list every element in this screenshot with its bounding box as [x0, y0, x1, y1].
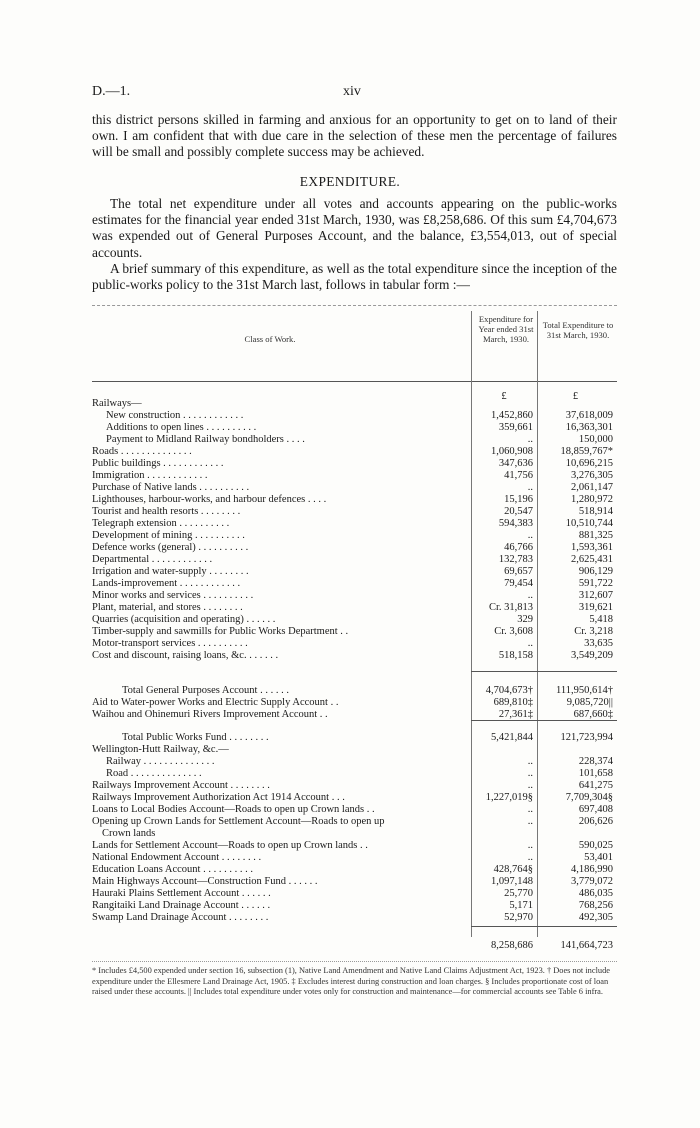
- row-label: Road . . . . . . . . . . . . . .: [106, 768, 202, 779]
- row-value-year: ..: [527, 852, 533, 863]
- table-row: [92, 638, 617, 650]
- column-header-total: Total Expenditure to 31st March, 1930.: [542, 320, 614, 340]
- row-value-total: 1,280,972: [571, 494, 613, 505]
- row-label: Lands for Settlement Account—Roads to open up Crown lands . .: [92, 840, 368, 851]
- table-row: [92, 578, 617, 590]
- table-row: [92, 912, 617, 924]
- row-value-year: 329: [517, 614, 533, 625]
- row-value-total: 4,186,990: [571, 864, 613, 875]
- row-label: Motor-transport services . . . . . . . . . .: [92, 638, 248, 649]
- table-row: [92, 482, 617, 494]
- row-value-total: 5,418: [589, 614, 613, 625]
- table-row: [92, 554, 617, 566]
- row-value-total: 768,256: [578, 900, 613, 911]
- row-value-total: 3,276,305: [571, 470, 613, 481]
- fund-total-rule: [471, 720, 617, 721]
- subtotal-rule: [471, 671, 617, 672]
- table-row: [92, 828, 617, 840]
- table-row: [92, 422, 617, 434]
- row-label: Total Public Works Fund . . . . . . . .: [122, 732, 269, 743]
- body-paragraphs: [92, 196, 617, 293]
- row-value-year: 5,421,844: [491, 732, 533, 743]
- table-row: [92, 446, 617, 458]
- row-value-total: 1,593,361: [571, 542, 613, 553]
- row-label: Tourist and health resorts . . . . . . . .: [92, 506, 241, 517]
- table-row: [92, 732, 617, 744]
- paragraph-summary-intro: A brief summary of this expenditure, as well as the total expenditure since the inception of the public-works policy to the 31st March last, follows in tabular form :—: [92, 260, 617, 293]
- header-underline: [92, 381, 617, 382]
- page-number: xiv: [343, 84, 361, 99]
- row-label: National Endowment Account . . . . . . . .: [92, 852, 262, 863]
- row-value-total: 53,401: [584, 852, 613, 863]
- row-label: Aid to Water-power Works and Electric Supply Account . .: [92, 697, 339, 708]
- row-label: Cost and discount, raising loans, &c. . . . . . .: [92, 650, 279, 661]
- row-label: Purchase of Native lands . . . . . . . . . .: [92, 482, 250, 493]
- table-row: [92, 744, 617, 756]
- row-label: Immigration . . . . . . . . . . . .: [92, 470, 208, 481]
- paragraph-expenditure-total: The total net expenditure under all votes and accounts appearing on the public-works estimates for the financial year ended 31st March, 1930, was £8,258,686. Of this sum £4,704,673 was expended out of General Purposes Account, and the balance, £3,554,013, out of special accounts.: [92, 196, 617, 260]
- row-value-total: 518,914: [578, 506, 613, 517]
- footnote-4: § Includes proportionate cost of loan raised under these accounts.: [92, 976, 609, 996]
- table-row: [92, 780, 617, 792]
- footnote-3: ‡ Excludes interest during construction and loan charges.: [291, 976, 484, 986]
- footnote-1: * Includes £4,500 expended under section 16, subsection (1), Native Land Amendment and Native Land Claims Adjustment Act, 1923.: [92, 966, 545, 975]
- row-value-total: 319,621: [578, 602, 613, 613]
- row-value-year: 69,657: [504, 566, 533, 577]
- row-value-year: 27,361‡: [498, 709, 533, 720]
- table-row: [92, 888, 617, 900]
- row-value-year: ..: [527, 756, 533, 767]
- row-value-total: 18,859,767*: [560, 446, 613, 457]
- row-value-year: ..: [527, 780, 533, 791]
- row-value-total: 9,085,720||: [566, 697, 613, 708]
- row-value-year: 1,060,908: [491, 446, 533, 457]
- table-row: [92, 697, 617, 709]
- row-label: Education Loans Account . . . . . . . . . .: [92, 864, 253, 875]
- row-value-total: 101,658: [578, 768, 613, 779]
- row-value-total: 111,950,614†: [556, 685, 613, 696]
- row-value-year: 594,383: [498, 518, 533, 529]
- row-value-year: 1,452,860: [491, 410, 533, 421]
- row-label: Railway . . . . . . . . . . . . . .: [106, 756, 215, 767]
- table-row: [92, 685, 617, 697]
- row-value-year: 15,196: [504, 494, 533, 505]
- row-value-year: ..: [527, 434, 533, 445]
- row-label: Rangitaiki Land Drainage Account . . . . . .: [92, 900, 271, 911]
- column-header-year: Expenditure for Year ended 31st March, 1930.: [478, 314, 534, 344]
- row-value-total: 37,618,009: [565, 410, 613, 421]
- table-row: [92, 840, 617, 852]
- row-value-year: ..: [527, 482, 533, 493]
- row-label: Railways—: [92, 398, 142, 409]
- intro-paragraph: [92, 112, 617, 161]
- row-value-year: 4,704,673†: [485, 685, 533, 696]
- row-value-total: 687,660‡: [573, 709, 613, 720]
- row-value-total: 881,325: [578, 530, 613, 541]
- grand-total-rule: [471, 926, 617, 927]
- row-value-total: 150,000: [578, 434, 613, 445]
- row-label: Hauraki Plains Settlement Account . . . . . .: [92, 888, 271, 899]
- table-row: [92, 852, 617, 864]
- table-row: [92, 506, 617, 518]
- row-label: Departmental . . . . . . . . . . . .: [92, 554, 213, 565]
- row-label: Development of mining . . . . . . . . . .: [92, 530, 245, 541]
- row-value-year: 41,756: [504, 470, 533, 481]
- row-value-year: 347,636: [498, 458, 533, 469]
- row-value-total: 641,275: [578, 780, 613, 791]
- row-value-year: 359,661: [498, 422, 533, 433]
- row-label: Crown lands: [102, 828, 156, 839]
- document-reference: D.—1.: [92, 84, 131, 99]
- row-value-year: ..: [527, 840, 533, 851]
- section-heading: EXPENDITURE.: [299, 174, 401, 189]
- row-value-year: ..: [527, 590, 533, 601]
- row-value-total: 10,696,215: [565, 458, 613, 469]
- row-value-year: 20,547: [504, 506, 533, 517]
- table-row: [92, 410, 617, 422]
- table-row: [92, 398, 617, 410]
- row-value-year: Cr. 3,608: [494, 626, 533, 637]
- row-value-total: 2,061,147: [571, 482, 613, 493]
- row-value-year: Cr. 31,813: [488, 602, 533, 613]
- row-value-year: ..: [527, 768, 533, 779]
- grand-total-row: [92, 940, 617, 952]
- table-row: [92, 756, 617, 768]
- row-label: Waihou and Ohinemuri Rivers Improvement Account . .: [92, 709, 328, 720]
- row-value-total: 33,635: [584, 638, 613, 649]
- table-row: [92, 816, 617, 828]
- table-row: [92, 900, 617, 912]
- row-label: Loans to Local Bodies Account—Roads to open up Crown lands . .: [92, 804, 375, 815]
- row-value-year: ..: [527, 638, 533, 649]
- column-header-class: Class of Work.: [244, 334, 296, 344]
- currency-symbol-year: £: [501, 391, 507, 402]
- intro-text: this district persons skilled in farming and anxious for an opportunity to get on to land of their own. I am confident that with due care in the selection of these men the percentage of failures will be small and possibly complete success may be achieved.: [92, 112, 617, 160]
- grand-total-overall: 141,664,723: [560, 940, 613, 951]
- row-label: Total General Purposes Account . . . . . .: [122, 685, 289, 696]
- table-row: [92, 804, 617, 816]
- table-row: [92, 494, 617, 506]
- table-top-rule: [92, 305, 617, 306]
- row-label: Additions to open lines . . . . . . . . . .: [106, 422, 257, 433]
- row-value-year: ..: [527, 816, 533, 827]
- table-row: [92, 792, 617, 804]
- row-label: Swamp Land Drainage Account . . . . . . . .: [92, 912, 269, 923]
- row-value-year: ..: [527, 804, 533, 815]
- table-row: [92, 614, 617, 626]
- row-value-year: 1,097,148: [491, 876, 533, 887]
- row-label: Railways Improvement Account . . . . . . . .: [92, 780, 270, 791]
- table-row: [92, 864, 617, 876]
- row-label: Irrigation and water-supply . . . . . . . .: [92, 566, 249, 577]
- row-label: Lands-improvement . . . . . . . . . . . .: [92, 578, 241, 589]
- row-value-year: 25,770: [504, 888, 533, 899]
- row-label: Defence works (general) . . . . . . . . . .: [92, 542, 249, 553]
- table-row: [92, 566, 617, 578]
- grand-total-year: 8,258,686: [491, 940, 533, 951]
- footnote-5: || Includes total expenditure under votes only for construction and maintenance—for commercial accounts see Table 6 infra.: [188, 987, 603, 996]
- row-value-total: 591,722: [578, 578, 613, 589]
- row-value-year: ..: [527, 530, 533, 541]
- row-label: Plant, material, and stores . . . . . . . .: [92, 602, 243, 613]
- row-label: Quarries (acquisition and operating) . . . . . .: [92, 614, 276, 625]
- row-label: Opening up Crown Lands for Settlement Account—Roads to open up: [92, 816, 385, 827]
- row-label: Lighthouses, harbour-works, and harbour defences . . . .: [92, 494, 327, 505]
- table-row: [92, 602, 617, 614]
- row-label: Timber-supply and sawmills for Public Works Department . .: [92, 626, 349, 637]
- row-value-total: 16,363,301: [565, 422, 613, 433]
- row-value-total: 121,723,994: [560, 732, 613, 743]
- table-row: [92, 458, 617, 470]
- row-label: Railways Improvement Authorization Act 1914 Account . . .: [92, 792, 345, 803]
- row-value-year: 428,764§: [493, 864, 533, 875]
- row-value-year: 5,171: [509, 900, 533, 911]
- row-label: Main Highways Account—Construction Fund . . . . . .: [92, 876, 318, 887]
- footnote-2: † Does not include expenditure under the Ellesmere Land Drainage Act, 1905.: [92, 966, 610, 986]
- row-value-total: 486,035: [578, 888, 613, 899]
- row-label: Telegraph extension . . . . . . . . . .: [92, 518, 230, 529]
- row-value-total: Cr. 3,218: [574, 626, 613, 637]
- row-value-total: 3,549,209: [571, 650, 613, 661]
- table-row: [92, 518, 617, 530]
- row-value-year: 1,227,019§: [485, 792, 533, 803]
- table-row: [92, 876, 617, 888]
- row-value-total: 7,709,304§: [565, 792, 613, 803]
- row-value-year: 518,158: [498, 650, 533, 661]
- table-row: [92, 768, 617, 780]
- row-value-year: 46,766: [504, 542, 533, 553]
- table-row: [92, 650, 617, 662]
- table-row: [92, 590, 617, 602]
- row-label: Roads . . . . . . . . . . . . . .: [92, 446, 192, 457]
- footnotes: [92, 966, 617, 998]
- row-value-total: 10,510,744: [565, 518, 613, 529]
- footnote-rule: [92, 961, 617, 962]
- row-label: Minor works and services . . . . . . . . . .: [92, 590, 254, 601]
- currency-symbol-total: £: [572, 391, 579, 402]
- row-value-year: 79,454: [504, 578, 533, 589]
- row-label: New construction . . . . . . . . . . . .: [106, 410, 244, 421]
- row-value-total: 697,408: [578, 804, 613, 815]
- row-value-total: 312,607: [578, 590, 613, 601]
- row-label: Public buildings . . . . . . . . . . . .: [92, 458, 224, 469]
- table-row: [92, 542, 617, 554]
- table-row: [92, 434, 617, 446]
- row-value-total: 2,625,431: [571, 554, 613, 565]
- row-value-total: 3,779,072: [571, 876, 613, 887]
- row-value-total: 906,129: [578, 566, 613, 577]
- row-value-year: 132,783: [498, 554, 533, 565]
- row-value-total: 590,025: [578, 840, 613, 851]
- row-value-year: 52,970: [504, 912, 533, 923]
- row-label: Payment to Midland Railway bondholders . . . .: [106, 434, 305, 445]
- row-value-total: 492,305: [578, 912, 613, 923]
- table-row: [92, 470, 617, 482]
- row-value-total: 206,626: [578, 816, 613, 827]
- row-value-total: 228,374: [578, 756, 613, 767]
- table-row: [92, 530, 617, 542]
- row-value-year: 689,810‡: [493, 697, 533, 708]
- table-row: [92, 626, 617, 638]
- row-label: Wellington-Hutt Railway, &c.—: [92, 744, 229, 755]
